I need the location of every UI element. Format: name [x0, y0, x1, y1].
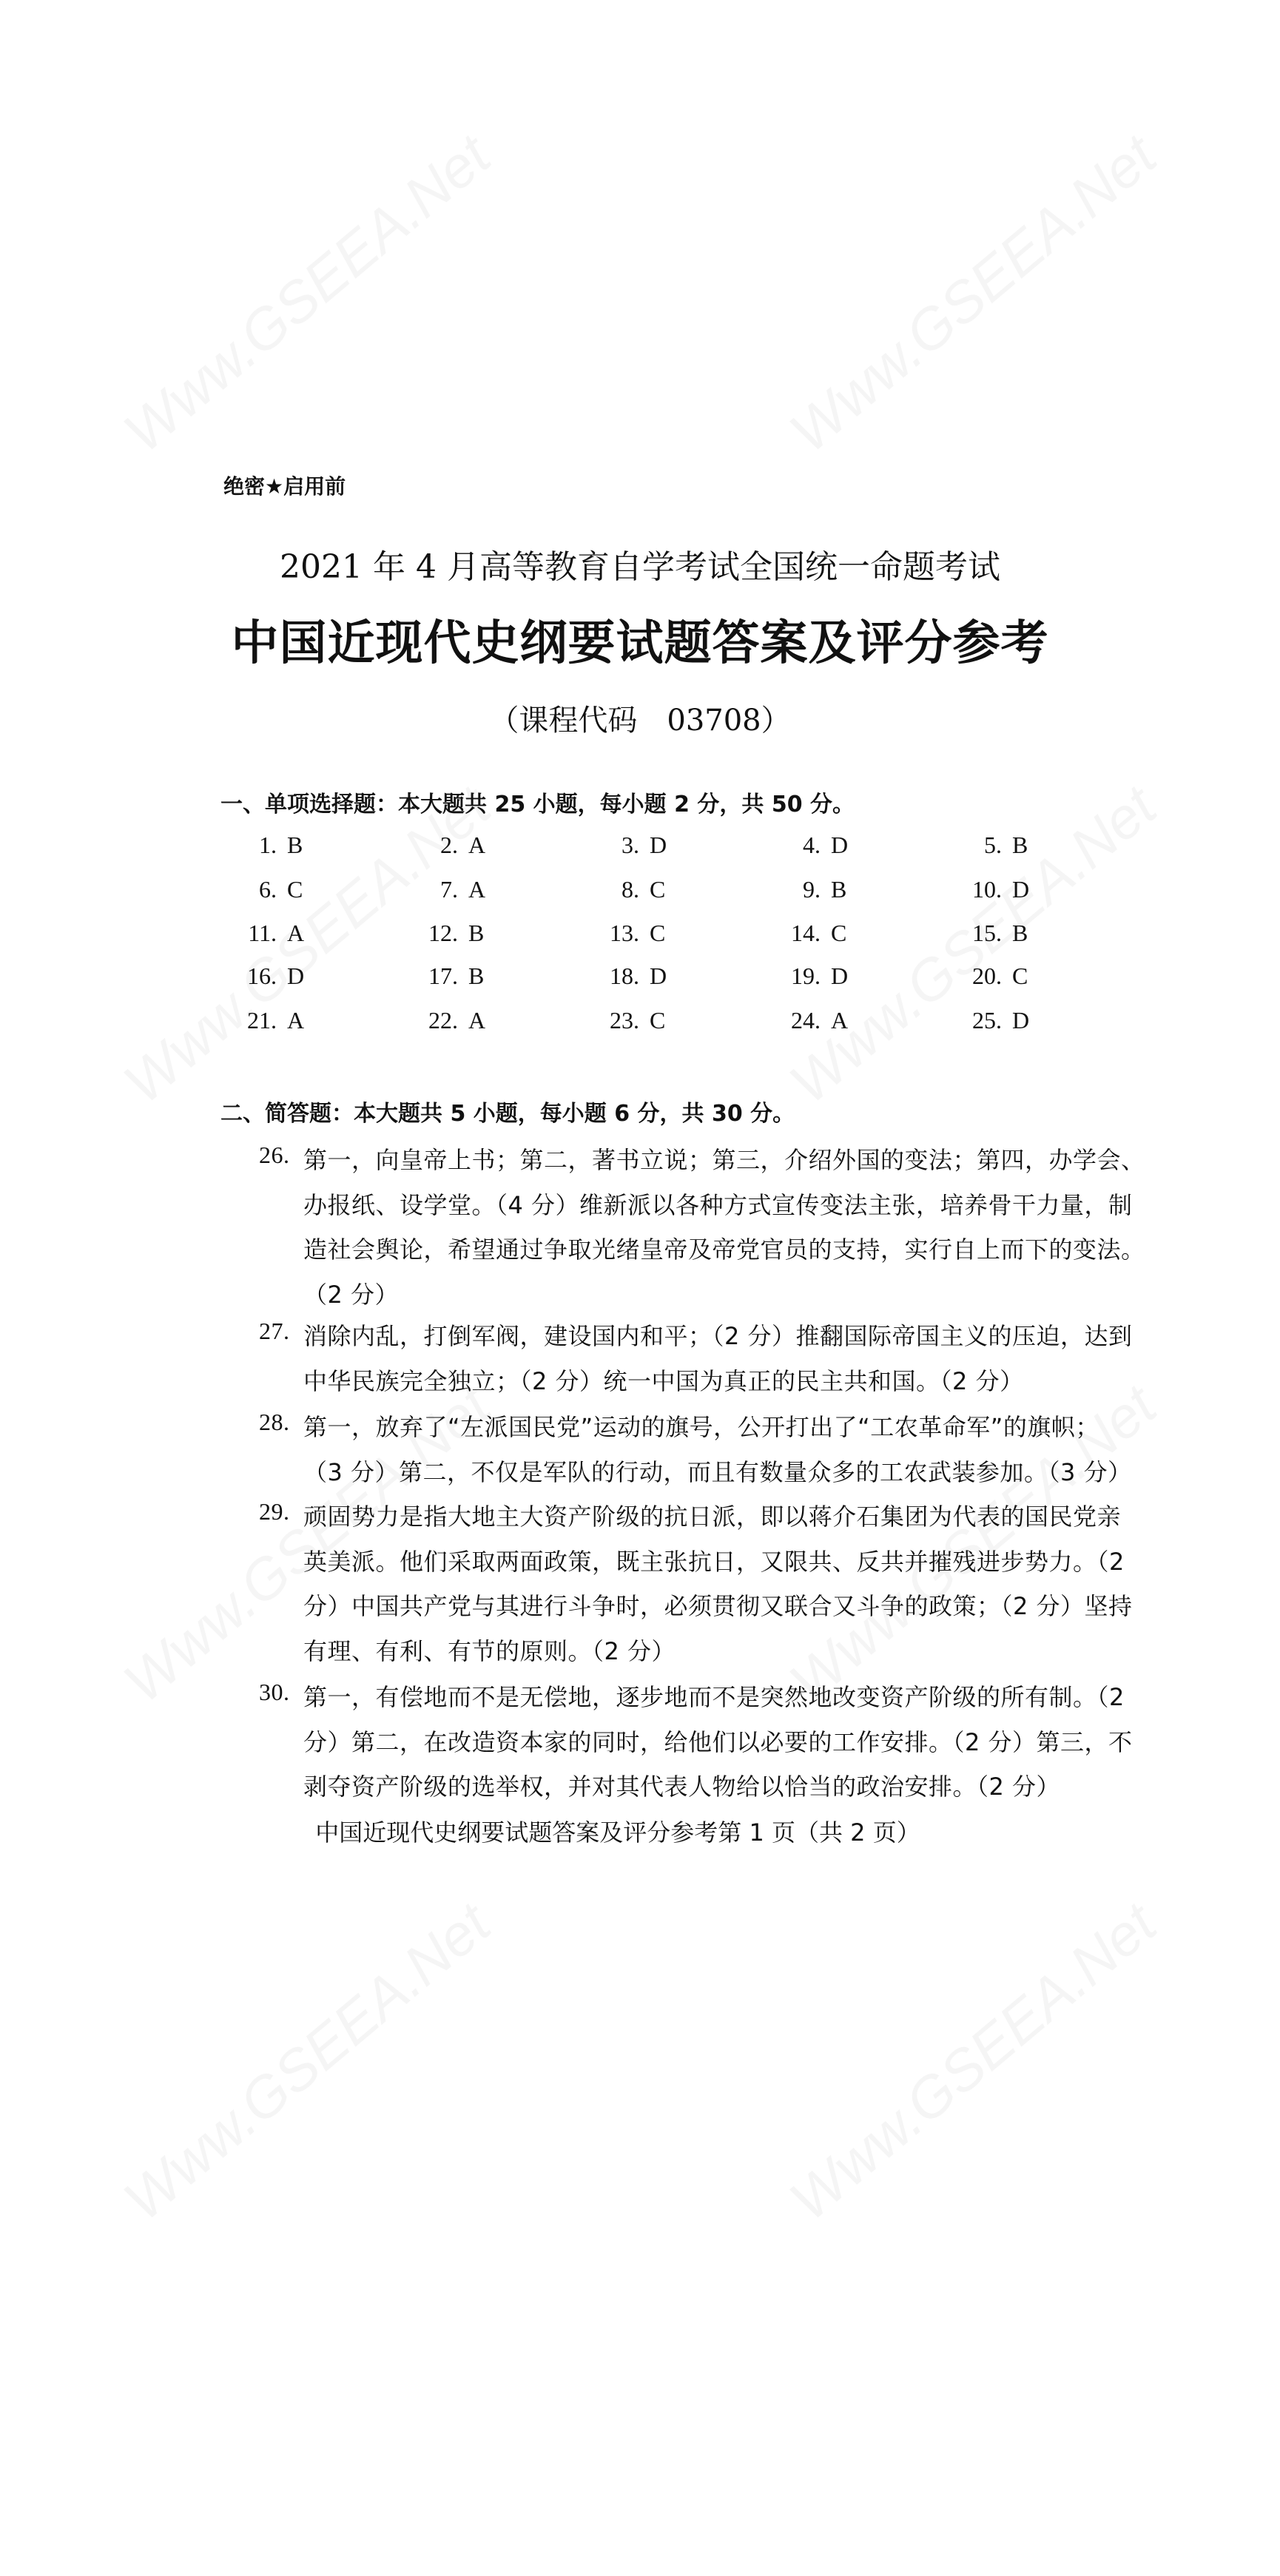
question-number: 30. — [259, 1679, 290, 1705]
answer-line: 分）第二，在改造资本家的同时，给他们以必要的工作安排。（2 分）第三，不 — [303, 1727, 1133, 1756]
question-number: 8. — [622, 876, 639, 903]
section2-heading: 二、简答题：本大题共 5 小题，每小题 6 分，共 30 分。 — [220, 1101, 795, 1127]
question-number: 17. — [428, 962, 458, 989]
question-number: 4. — [803, 832, 821, 858]
question-number: 20. — [972, 962, 1002, 989]
answer-line: （2 分） — [303, 1280, 400, 1309]
answer-letter: A — [468, 1007, 486, 1034]
answer-line: 顽固势力是指大地主大资产阶级的抗日派，即以蒋介石集团为代表的国民党亲 — [303, 1503, 1122, 1531]
answer-line: 有理、有利、有节的原则。（2 分） — [303, 1636, 676, 1665]
question-number: 26. — [259, 1142, 290, 1168]
course-code: （课程代码 03708） — [489, 704, 791, 738]
answer-letter: D — [831, 832, 849, 858]
answer-letter: C — [650, 920, 666, 946]
answer-letter: C — [650, 876, 666, 903]
answer-item — [411, 1007, 485, 1034]
answer-line: （3 分）第二，不仅是军队的行动，而且有数量众多的工农武装参加。（3 分） — [303, 1457, 1132, 1486]
question-number: 27. — [259, 1318, 290, 1344]
answer-letter: D — [650, 832, 667, 858]
answer-line: 消除内乱，打倒军阀，建设国内和平；（2 分）推翻国际帝国主义的压迫，达到 — [303, 1322, 1133, 1350]
question-number: 29. — [259, 1498, 290, 1525]
question-number: 2. — [440, 832, 458, 858]
answer-letter: B — [1012, 832, 1028, 858]
answer-letter: B — [468, 920, 485, 946]
answer-letter: C — [831, 920, 847, 946]
answer-item — [229, 920, 304, 947]
answer-item — [229, 876, 303, 903]
answer-item — [229, 1007, 304, 1034]
question-number: 14. — [791, 920, 821, 946]
answer-item — [411, 920, 484, 947]
answer-line: 第一，放弃了“左派国民党”运动的旗号，公开打出了“工农革命军”的旗帜； — [303, 1413, 1099, 1441]
answer-line: 办报纸、设学堂。（4 分）维新派以各种方式宣传变法主张，培养骨干力量，制 — [303, 1190, 1133, 1219]
question-number: 12. — [428, 920, 458, 946]
answer-letter: A — [468, 876, 486, 903]
answer-letter: D — [287, 962, 305, 989]
section1-heading: 一、单项选择题：本大题共 25 小题，每小题 2 分，共 50 分。 — [220, 792, 855, 817]
answer-item — [954, 1007, 1029, 1034]
question-number: 23. — [610, 1007, 639, 1034]
question-number: 24. — [791, 1007, 821, 1034]
answer-letter: B — [831, 876, 847, 903]
question-number: 25. — [972, 1007, 1002, 1034]
answer-item — [592, 876, 665, 903]
answer-item — [592, 1007, 665, 1034]
answer-item — [773, 876, 846, 903]
answer-letter: A — [831, 1007, 849, 1034]
question-number: 15. — [972, 920, 1002, 946]
question-number: 22. — [428, 1007, 458, 1034]
answer-line: 第一，有偿地而不是无偿地，逐步地而不是突然地改变资产阶级的所有制。（2 — [303, 1683, 1125, 1711]
question-number: 18. — [610, 962, 639, 989]
answer-item — [411, 962, 484, 990]
answer-item — [411, 876, 485, 903]
answer-item — [954, 832, 1028, 859]
answer-letter: B — [287, 832, 303, 858]
answer-item — [954, 962, 1028, 990]
answer-item — [954, 876, 1029, 903]
page-footer: 中国近现代史纲要试题答案及评分参考第 1 页（共 2 页） — [315, 1818, 920, 1847]
answer-item — [954, 920, 1028, 947]
watermark — [111, 121, 503, 465]
answer-item — [229, 832, 303, 859]
question-number: 1. — [259, 832, 277, 858]
answer-letter: A — [287, 1007, 305, 1034]
answer-item — [773, 832, 848, 859]
confidential-label: 绝密★启用前 — [223, 474, 346, 499]
answer-line: 第一，向皇帝上书；第二，著书立说；第三，介绍外国的变法；第四，办学会、 — [303, 1146, 1145, 1174]
answer-item — [773, 920, 846, 947]
answer-line: 英美派。他们采取两面政策，既主张抗日，又限共、反共并摧残进步势力。（2 — [303, 1547, 1125, 1576]
answer-item — [592, 920, 665, 947]
answer-letter: D — [1012, 1007, 1030, 1034]
watermark — [777, 121, 1169, 465]
exam-title: 2021 年 4 月高等教育自学考试全国统一命题考试 — [280, 548, 1000, 586]
answer-line: 分）中国共产党与其进行斗争时，必须贯彻又联合又斗争的政策；（2 分）坚持 — [303, 1592, 1133, 1620]
answer-line: 中华民族完全独立；（2 分）统一中国为真正的民主共和国。（2 分） — [303, 1366, 1024, 1395]
question-number: 5. — [984, 832, 1002, 858]
answer-item — [592, 962, 667, 990]
question-number: 11. — [248, 920, 277, 946]
answer-item — [411, 832, 485, 859]
question-number: 28. — [259, 1409, 290, 1435]
answer-letter: A — [468, 832, 486, 858]
answer-letter: B — [1012, 920, 1028, 946]
answer-line: 造社会舆论，希望通过争取光绪皇帝及帝党官员的支持，实行自上而下的变法。 — [303, 1235, 1145, 1264]
answer-letter: B — [468, 962, 485, 989]
answer-letter: D — [831, 962, 849, 989]
answer-letter: D — [1012, 876, 1030, 903]
answer-letter: A — [287, 920, 305, 946]
question-number: 21. — [247, 1007, 277, 1034]
answer-letter: C — [1012, 962, 1028, 989]
answer-item — [773, 962, 848, 990]
watermark — [777, 1889, 1169, 2233]
watermark — [111, 1889, 503, 2233]
question-number: 7. — [440, 876, 458, 903]
answer-letter: C — [287, 876, 303, 903]
question-number: 6. — [259, 876, 277, 903]
question-number: 10. — [972, 876, 1002, 903]
question-number: 9. — [803, 876, 821, 903]
answer-letter: D — [650, 962, 667, 989]
answer-item — [229, 962, 304, 990]
question-number: 13. — [610, 920, 639, 946]
answer-line: 剥夺资产阶级的选举权，并对其代表人物给以恰当的政治安排。（2 分） — [303, 1773, 1061, 1801]
question-number: 19. — [791, 962, 821, 989]
document-title: 中国近现代史纲要试题答案及评分参考 — [231, 616, 1049, 671]
answer-item — [773, 1007, 848, 1034]
answer-item — [592, 832, 667, 859]
question-number: 3. — [622, 832, 639, 858]
answer-letter: C — [650, 1007, 666, 1034]
question-number: 16. — [247, 962, 277, 989]
